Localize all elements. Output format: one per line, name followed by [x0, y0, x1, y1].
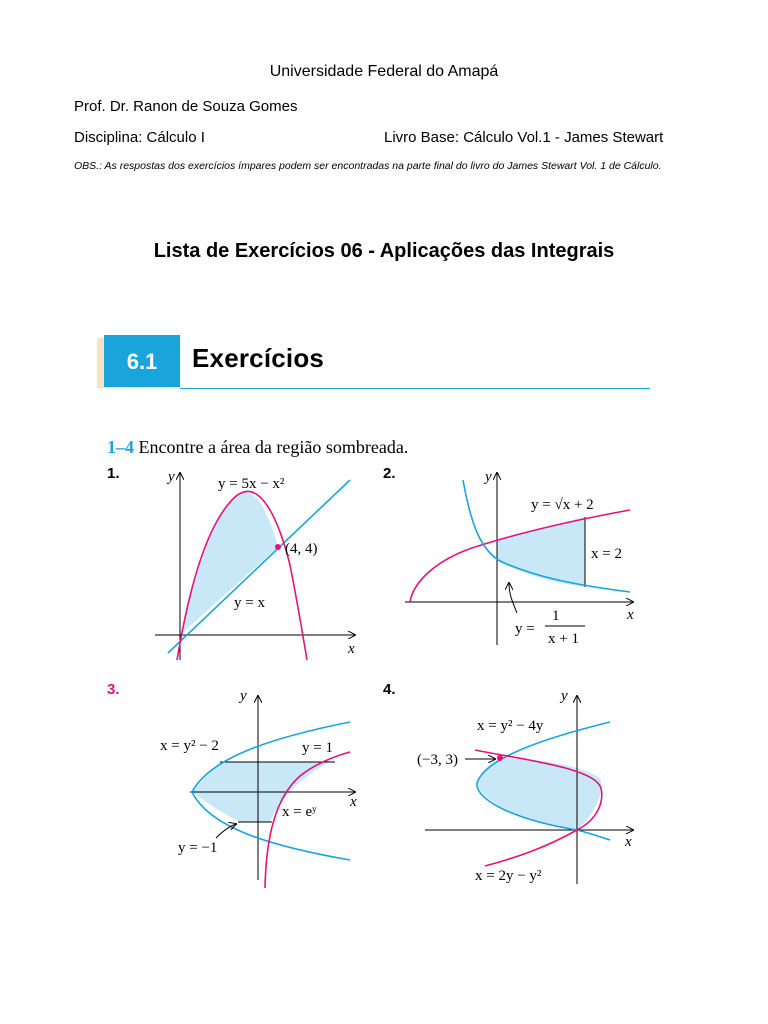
y-axis-label: y: [485, 469, 492, 485]
exercise-instruction: [107, 437, 408, 458]
section-divider: [180, 388, 650, 389]
label-pointer: [216, 824, 236, 838]
label-pointer: [509, 583, 517, 613]
line-label-top: y = 1: [302, 740, 333, 756]
curve-label-blue: x = y² − 4y: [477, 718, 544, 734]
x-axis-label: x: [348, 641, 355, 657]
figure-1: [150, 465, 365, 660]
section-number-badge: 6.1: [104, 335, 180, 387]
figure-2: [405, 465, 645, 660]
line-label: y = x: [234, 595, 265, 611]
y-axis-label: y: [240, 688, 247, 704]
base-book: Livro Base: Cálculo Vol.1 - James Stewart: [384, 129, 664, 146]
vertical-line-label: x = 2: [591, 546, 622, 562]
shaded-region-1: [180, 492, 278, 635]
exercise-number-1: 1.: [107, 465, 120, 482]
curve-label: y = 5x − x²: [218, 476, 285, 492]
page-title: Lista de Exercícios 06 - Aplicações das Integrais: [153, 240, 615, 262]
exercise-range: 1–4: [107, 437, 134, 457]
fraction-numerator: 1: [552, 608, 560, 624]
intersection-point: [275, 544, 281, 550]
x-axis-label: x: [350, 794, 357, 810]
point-label: (4, 4): [285, 541, 318, 557]
exercise-number-3: 3.: [107, 681, 120, 698]
figure-4: [415, 688, 640, 888]
curve-label-lhs: y =: [515, 621, 535, 637]
line-label-bottom: y = −1: [178, 840, 218, 856]
point-label: (−3, 3): [417, 752, 458, 768]
professor-name: Prof. Dr. Ranon de Souza Gomes: [74, 98, 298, 115]
curve-label-exponential: x = eʸ: [282, 804, 317, 820]
university-name: Universidade Federal do Amapá: [269, 63, 499, 80]
shaded-region-4: [478, 758, 601, 830]
instruction-text: Encontre a área da região sombreada.: [134, 437, 409, 457]
y-axis-label: y: [561, 688, 568, 704]
exercise-number-2: 2.: [383, 465, 396, 482]
discipline: Disciplina: Cálculo I: [74, 129, 205, 146]
observation-note: OBS.: As respostas dos exercícios ímpares podem ser encontradas na parte final do livro do James Stewart Vol. 1 de Cálculo.: [74, 160, 662, 172]
exercise-number-4: 4.: [383, 681, 396, 698]
figure-3: [150, 688, 365, 888]
curve-label-parabola: x = y² − 2: [160, 738, 219, 754]
y-axis-label: y: [168, 469, 175, 485]
x-axis-label: x: [627, 607, 634, 623]
intersection-point: [497, 755, 503, 761]
fraction-denominator: x + 1: [548, 631, 579, 647]
curve-label-pink: x = 2y − y²: [475, 868, 542, 884]
section-title: Exercícios: [192, 343, 325, 373]
curve-label-sqrt: y = √x + 2: [531, 497, 594, 513]
x-axis-label: x: [625, 834, 632, 850]
